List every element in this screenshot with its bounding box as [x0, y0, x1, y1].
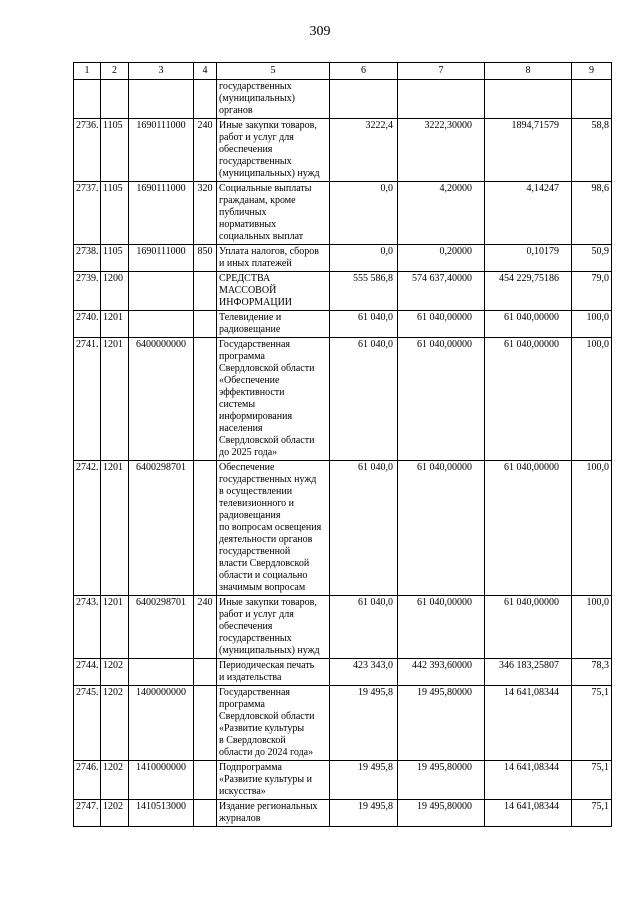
expense-type-cell: [194, 800, 217, 827]
section-code-cell: 1105: [101, 119, 129, 182]
name-cell: Иные закупки товаров, работ и услуг для обеспечения государственных (муниципальных) нужд: [217, 596, 330, 659]
name-cell: Социальные выплаты гражданам, кроме публичных нормативных социальных выплат: [217, 182, 330, 245]
table-body: [74, 80, 612, 827]
percent-cell: 100,0: [572, 338, 612, 461]
row-number-cell: 2739.: [74, 272, 101, 311]
section-code-cell: 1105: [101, 245, 129, 272]
percent-cell: 58,8: [572, 119, 612, 182]
revised-amount-cell: [398, 80, 485, 119]
expense-type-cell: 320: [194, 182, 217, 245]
expense-type-cell: [194, 659, 217, 686]
expense-type-cell: 240: [194, 596, 217, 659]
table-row: [74, 461, 612, 596]
approved-amount-cell: 19 495,8: [330, 761, 398, 800]
expense-type-cell: [194, 338, 217, 461]
table-row: [74, 80, 612, 119]
name-cell: Периодическая печать и издательства: [217, 659, 330, 686]
executed-amount-cell: 454 229,75186: [485, 272, 572, 311]
target-article-cell: 6400298701: [129, 461, 194, 596]
name-cell: Обеспечение государственных нужд в осуществлении телевизионного и радиовещания по вопросам освещения деятельности органов государственной власти Свердловской области и социально значимым вопросам: [217, 461, 330, 596]
revised-amount-cell: 0,20000: [398, 245, 485, 272]
target-article-cell: 1410000000: [129, 761, 194, 800]
target-article-cell: [129, 80, 194, 119]
column-header-9: 9: [572, 63, 612, 80]
expense-type-cell: [194, 686, 217, 761]
target-article-cell: 6400000000: [129, 338, 194, 461]
expense-type-cell: [194, 761, 217, 800]
revised-amount-cell: 3222,30000: [398, 119, 485, 182]
revised-amount-cell: 4,20000: [398, 182, 485, 245]
target-article-cell: 1690111000: [129, 245, 194, 272]
row-number-cell: 2738.: [74, 245, 101, 272]
section-code-cell: 1201: [101, 596, 129, 659]
executed-amount-cell: 14 641,08344: [485, 686, 572, 761]
percent-cell: 100,0: [572, 461, 612, 596]
approved-amount-cell: 61 040,0: [330, 461, 398, 596]
row-number-cell: 2736.: [74, 119, 101, 182]
row-number-cell: 2743.: [74, 596, 101, 659]
section-code-cell: 1200: [101, 272, 129, 311]
target-article-cell: 1690111000: [129, 119, 194, 182]
row-number-cell: 2747.: [74, 800, 101, 827]
approved-amount-cell: 61 040,0: [330, 338, 398, 461]
column-header-3: 3: [129, 63, 194, 80]
target-article-cell: 1690111000: [129, 182, 194, 245]
target-article-cell: 6400298701: [129, 596, 194, 659]
percent-cell: 98,6: [572, 182, 612, 245]
column-header-8: 8: [485, 63, 572, 80]
table-row: [74, 338, 612, 461]
table-row: [74, 800, 612, 827]
table-row: [74, 596, 612, 659]
section-code-cell: 1201: [101, 338, 129, 461]
percent-cell: 100,0: [572, 596, 612, 659]
executed-amount-cell: [485, 80, 572, 119]
row-number-cell: 2737.: [74, 182, 101, 245]
percent-cell: 100,0: [572, 311, 612, 338]
column-header-2: 2: [101, 63, 129, 80]
expense-type-cell: 850: [194, 245, 217, 272]
section-code-cell: 1201: [101, 461, 129, 596]
approved-amount-cell: 61 040,0: [330, 596, 398, 659]
section-code-cell: 1201: [101, 311, 129, 338]
table-row: [74, 119, 612, 182]
approved-amount-cell: 0,0: [330, 182, 398, 245]
table-row: [74, 686, 612, 761]
percent-cell: 78,3: [572, 659, 612, 686]
executed-amount-cell: 61 040,00000: [485, 338, 572, 461]
revised-amount-cell: 61 040,00000: [398, 461, 485, 596]
name-cell: СРЕДСТВА МАССОВОЙ ИНФОРМАЦИИ: [217, 272, 330, 311]
section-code-cell: 1202: [101, 659, 129, 686]
section-code-cell: 1202: [101, 800, 129, 827]
target-article-cell: [129, 659, 194, 686]
name-cell: Телевидение и радиовещание: [217, 311, 330, 338]
executed-amount-cell: 61 040,00000: [485, 311, 572, 338]
row-number-cell: 2745.: [74, 686, 101, 761]
approved-amount-cell: 19 495,8: [330, 686, 398, 761]
table-row: [74, 272, 612, 311]
approved-amount-cell: 555 586,8: [330, 272, 398, 311]
approved-amount-cell: 3222,4: [330, 119, 398, 182]
approved-amount-cell: 423 343,0: [330, 659, 398, 686]
column-header-6: 6: [330, 63, 398, 80]
expense-type-cell: [194, 80, 217, 119]
row-number-cell: 2740.: [74, 311, 101, 338]
approved-amount-cell: 0,0: [330, 245, 398, 272]
target-article-cell: 1400000000: [129, 686, 194, 761]
revised-amount-cell: 574 637,40000: [398, 272, 485, 311]
target-article-cell: [129, 272, 194, 311]
name-cell: Подпрограмма «Развитие культуры и искусства»: [217, 761, 330, 800]
table-row: [74, 311, 612, 338]
budget-table: [73, 62, 612, 827]
revised-amount-cell: 61 040,00000: [398, 311, 485, 338]
row-number-cell: 2742.: [74, 461, 101, 596]
expense-type-cell: 240: [194, 119, 217, 182]
table-row: [74, 245, 612, 272]
section-code-cell: 1202: [101, 761, 129, 800]
executed-amount-cell: 61 040,00000: [485, 461, 572, 596]
revised-amount-cell: 442 393,60000: [398, 659, 485, 686]
approved-amount-cell: [330, 80, 398, 119]
percent-cell: [572, 80, 612, 119]
name-cell: государственных (муниципальных) органов: [217, 80, 330, 119]
row-number-cell: 2746.: [74, 761, 101, 800]
approved-amount-cell: 61 040,0: [330, 311, 398, 338]
executed-amount-cell: 0,10179: [485, 245, 572, 272]
executed-amount-cell: 14 641,08344: [485, 800, 572, 827]
name-cell: Иные закупки товаров, работ и услуг для обеспечения государственных (муниципальных) нужд: [217, 119, 330, 182]
approved-amount-cell: 19 495,8: [330, 800, 398, 827]
expense-type-cell: [194, 461, 217, 596]
page-number: 309: [309, 24, 331, 39]
section-code-cell: 1105: [101, 182, 129, 245]
executed-amount-cell: 61 040,00000: [485, 596, 572, 659]
name-cell: Государственная программа Свердловской области «Обеспечение эффективности системы информирования населения Свердловской области до 2025 года»: [217, 338, 330, 461]
row-number-cell: 2741.: [74, 338, 101, 461]
target-article-cell: 1410513000: [129, 800, 194, 827]
expense-type-cell: [194, 311, 217, 338]
revised-amount-cell: 19 495,80000: [398, 800, 485, 827]
section-code-cell: 1202: [101, 686, 129, 761]
table-row: [74, 659, 612, 686]
name-cell: Уплата налогов, сборов и иных платежей: [217, 245, 330, 272]
percent-cell: 75,1: [572, 800, 612, 827]
revised-amount-cell: 61 040,00000: [398, 596, 485, 659]
row-number-cell: 2744.: [74, 659, 101, 686]
expense-type-cell: [194, 272, 217, 311]
row-number-cell: [74, 80, 101, 119]
executed-amount-cell: 14 641,08344: [485, 761, 572, 800]
header-row: [74, 63, 612, 80]
name-cell: Государственная программа Свердловской области «Развитие культуры в Свердловской области до 2024 года»: [217, 686, 330, 761]
percent-cell: 79,0: [572, 272, 612, 311]
column-header-7: 7: [398, 63, 485, 80]
revised-amount-cell: 19 495,80000: [398, 686, 485, 761]
section-code-cell: [101, 80, 129, 119]
percent-cell: 50,9: [572, 245, 612, 272]
percent-cell: 75,1: [572, 686, 612, 761]
name-cell: Издание региональных журналов: [217, 800, 330, 827]
percent-cell: 75,1: [572, 761, 612, 800]
executed-amount-cell: 1894,71579: [485, 119, 572, 182]
target-article-cell: [129, 311, 194, 338]
table-row: [74, 182, 612, 245]
revised-amount-cell: 61 040,00000: [398, 338, 485, 461]
revised-amount-cell: 19 495,80000: [398, 761, 485, 800]
executed-amount-cell: 346 183,25807: [485, 659, 572, 686]
executed-amount-cell: 4,14247: [485, 182, 572, 245]
table-row: [74, 761, 612, 800]
column-header-5: 5: [217, 63, 330, 80]
column-header-4: 4: [194, 63, 217, 80]
column-header-1: 1: [74, 63, 101, 80]
